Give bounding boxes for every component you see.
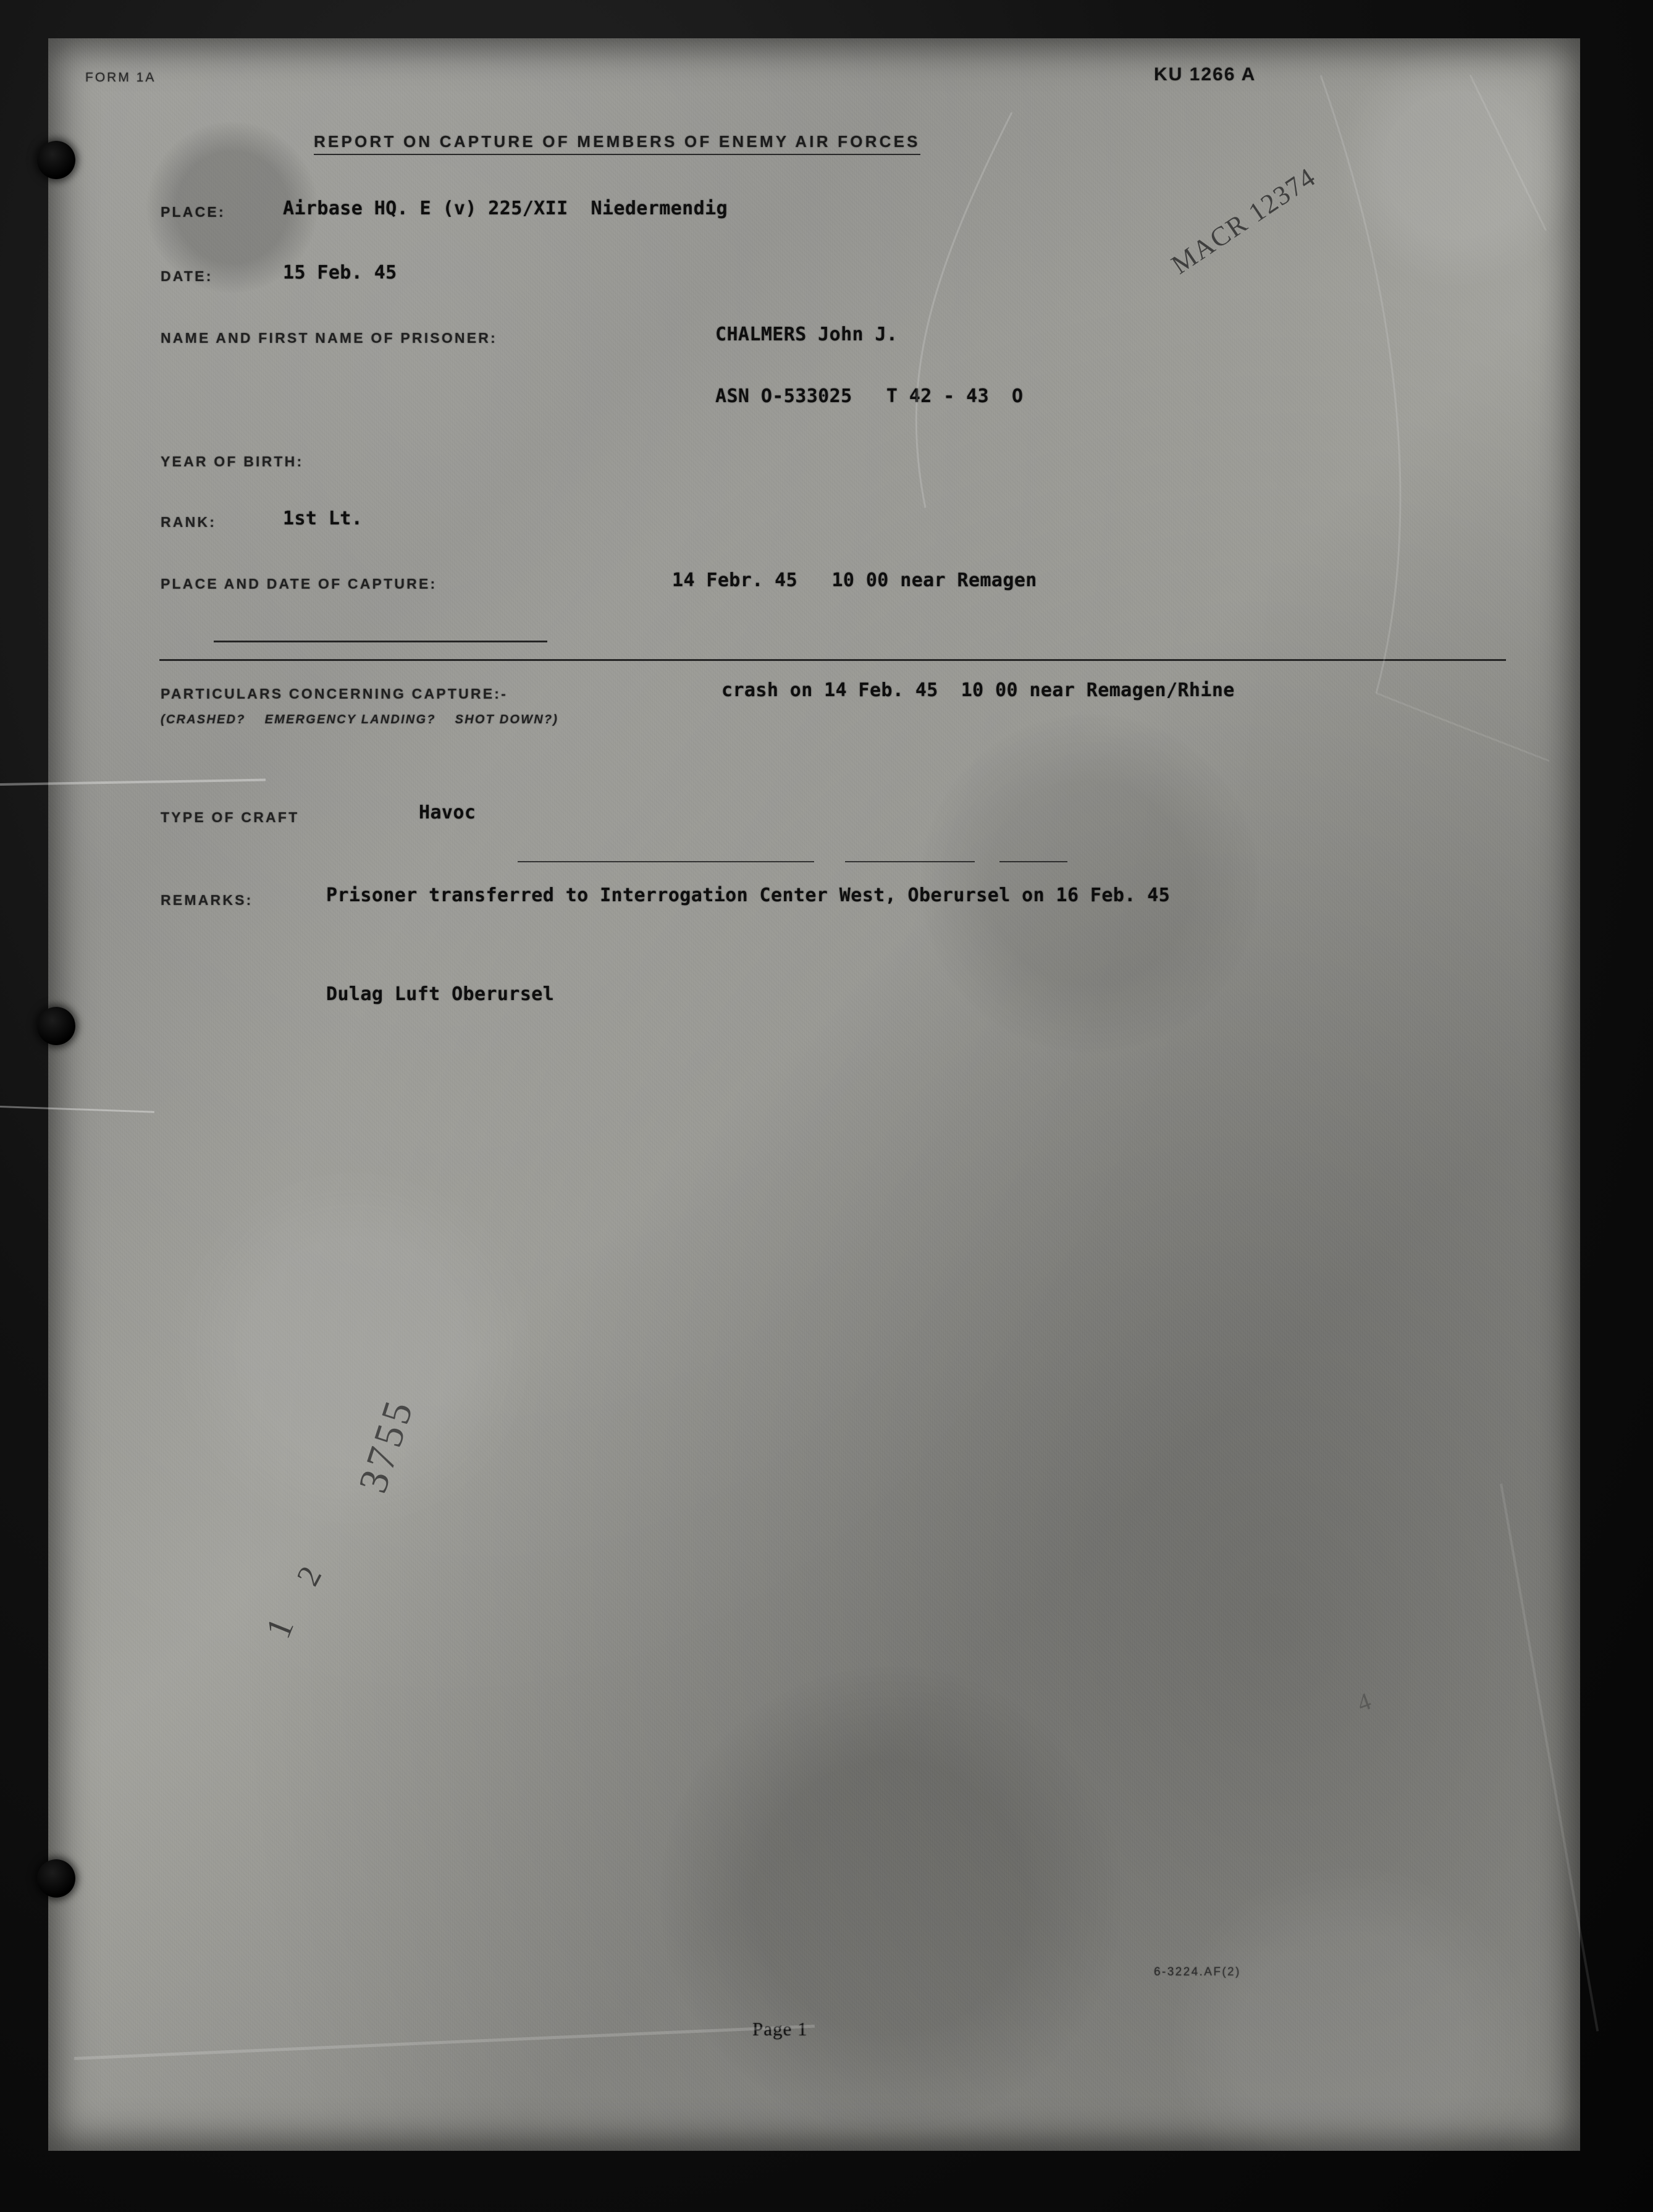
punch-hole-middle [37, 1007, 75, 1045]
page-title: REPORT ON CAPTURE OF MEMBERS OF ENEMY AIR FORCES [314, 132, 920, 155]
field-label-place: PLACE: [161, 204, 225, 220]
field-value-name: CHALMERS John J. [715, 324, 898, 345]
annotation-pencil-number: 3755 [350, 1392, 423, 1499]
field-value-type-of-craft: Havoc [419, 802, 476, 823]
punch-hole-bottom [37, 1859, 75, 1898]
field-value-place: Airbase HQ. E (v) 225/XII Niedermendig [283, 198, 728, 219]
field-value-place-and-date-of-capture: 14 Febr. 45 10 00 near Remagen [672, 570, 1037, 591]
punch-hole-top [37, 141, 75, 179]
document-sheet [48, 38, 1580, 2151]
form-number: FORM 1A [85, 70, 156, 85]
annotation-maccr-number: MACR 12374 [1166, 161, 1322, 280]
annotation-pencil-digit: 2 [290, 1560, 329, 1592]
field-label-name: NAME AND FIRST NAME OF PRISONER: [161, 330, 497, 346]
field-label-place-and-date-of-capture: PLACE AND DATE OF CAPTURE: [161, 576, 437, 592]
field-value-remarks: Prisoner transferred to Interrogation Center West, Oberursel on 16 Feb. 45 [326, 885, 1171, 906]
page-label: Page 1 [752, 2018, 808, 2040]
divider-craft-c [999, 861, 1067, 862]
divider-craft-b [845, 861, 975, 862]
annotation-faint-mark: 4 [1353, 1686, 1375, 1718]
field-label-remarks: REMARKS: [161, 892, 253, 908]
field-label-type-of-craft: TYPE OF CRAFT [161, 809, 300, 825]
field-sublabel-particulars: (CRASHED? EMERGENCY LANDING? SHOT DOWN?) [161, 713, 559, 726]
field-label-date: DATE: [161, 268, 213, 284]
field-value-rank: 1st Lt. [283, 508, 363, 529]
field-label-rank: RANK: [161, 514, 217, 530]
divider-short-upper [214, 641, 547, 642]
printer-code: 6-3224.AF(2) [1154, 1966, 1241, 1979]
annotation-pencil-mark: 1 [257, 1612, 302, 1644]
field-value-particulars: crash on 14 Feb. 45 10 00 near Remagen/Rhine [721, 679, 1235, 701]
field-value-asn: ASN O-533025 T 42 - 43 O [715, 385, 1024, 407]
field-label-year-of-birth: YEAR OF BIRTH: [161, 453, 304, 469]
file-number: KU 1266 A [1154, 64, 1256, 85]
field-label-particulars: PARTICULARS CONCERNING CAPTURE:- [161, 686, 508, 702]
field-value-remarks-second-line: Dulag Luft Oberursel [326, 983, 555, 1005]
divider-main [159, 659, 1506, 661]
document-body [48, 38, 1580, 2151]
field-value-date: 15 Feb. 45 [283, 262, 397, 284]
divider-craft-a [518, 861, 814, 862]
